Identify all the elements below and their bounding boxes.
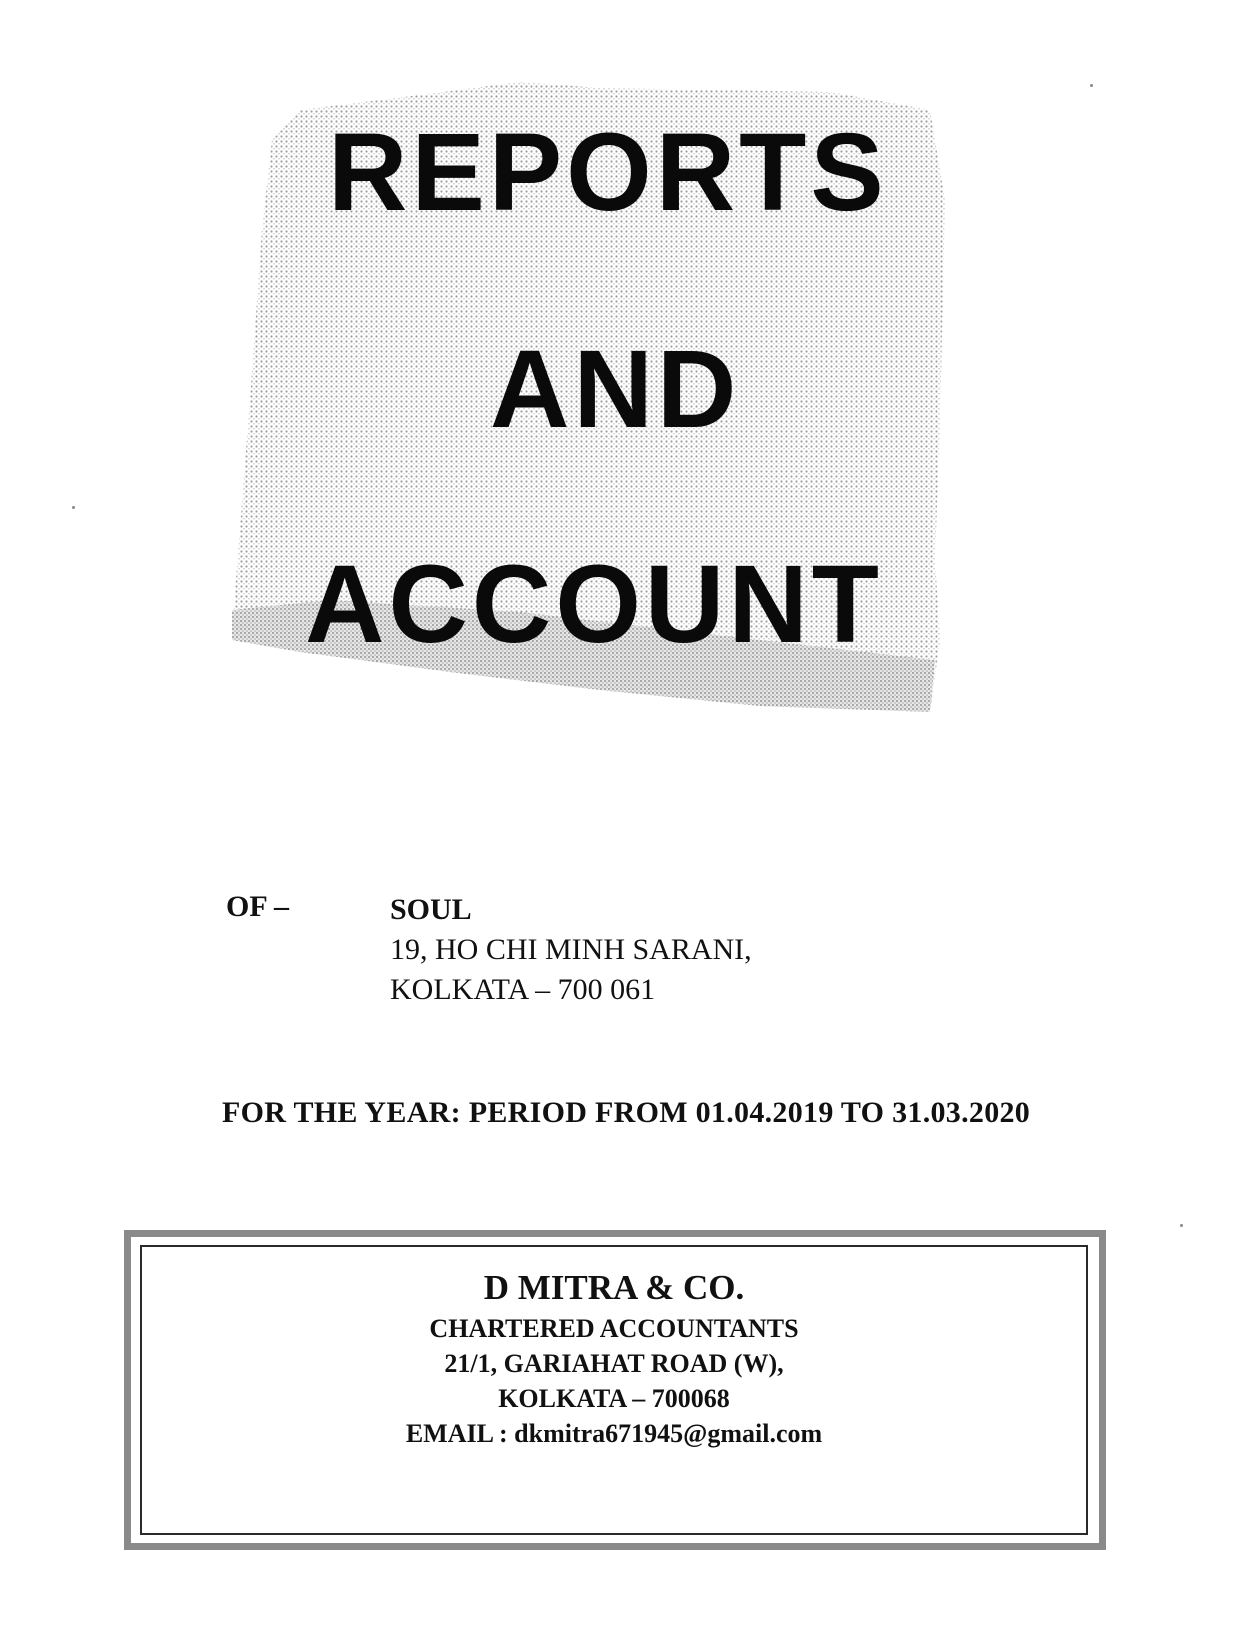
firm-address-line2: KOLKATA – 700068: [498, 1384, 730, 1413]
entity-address-line1: 19, HO CHI MINH SARANI,: [390, 933, 752, 966]
title-line-and: AND: [490, 328, 741, 451]
firm-block: [140, 1265, 1088, 1451]
firm-address-line1: 21/1, GARIAHAT ROAD (W),: [444, 1349, 784, 1378]
firm-email: EMAIL : dkmitra671945@gmail.com: [405, 1419, 823, 1448]
entity-block: [390, 890, 752, 1010]
firm-designation: CHARTERED ACCOUNTANTS: [429, 1314, 799, 1343]
title-line-reports: REPORTS: [328, 111, 888, 234]
entity-name: SOUL: [390, 893, 472, 926]
entity-address-line2: KOLKATA – 700 061: [390, 973, 656, 1006]
of-label: OF –: [226, 890, 290, 923]
scan-speck: [1180, 1224, 1183, 1227]
title-line-account: ACCOUNT: [305, 543, 883, 666]
firm-name: D MITRA & CO.: [483, 1268, 745, 1307]
scan-speck: [72, 506, 75, 509]
period-statement: FOR THE YEAR: PERIOD FROM 01.04.2019 TO 31.03.2020: [222, 1096, 1031, 1129]
scan-speck: [1090, 84, 1093, 87]
